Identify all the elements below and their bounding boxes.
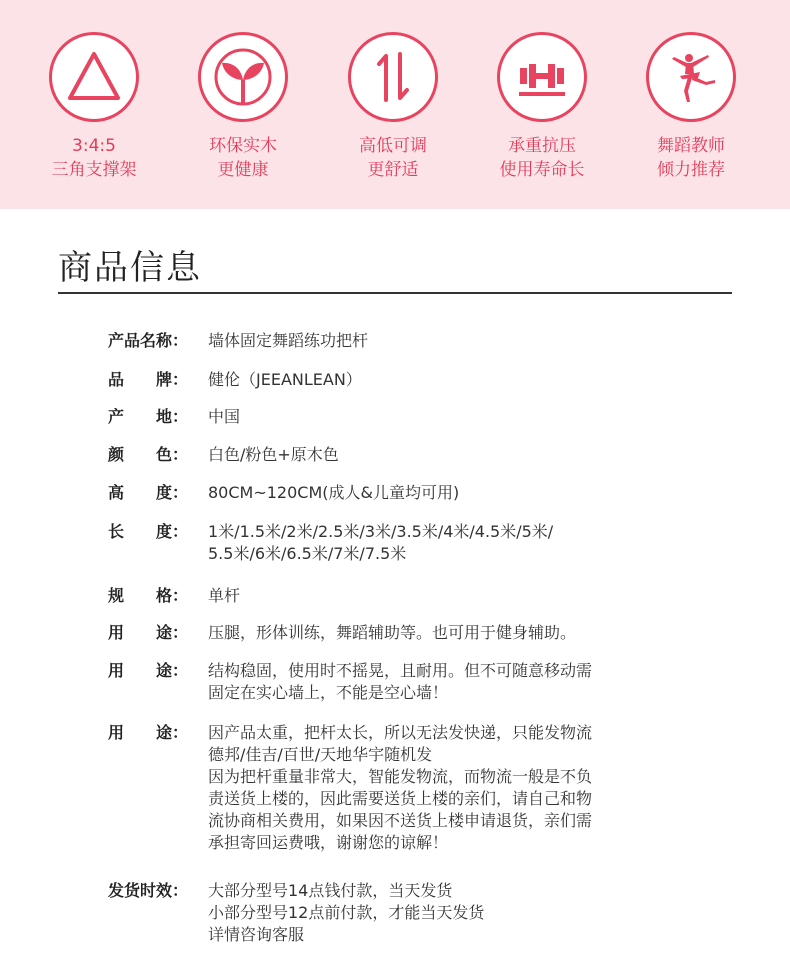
feature-circle: [497, 32, 587, 122]
feature-wood: [188, 32, 298, 182]
feature-line1: 承重抗压: [508, 136, 576, 156]
feature-dancer: [636, 32, 746, 182]
dancer-icon: [660, 46, 722, 108]
section-title: 商品信息: [58, 248, 202, 288]
spec-value-line: 压腿，形体训练，舞蹈辅助等。也可用于健身辅助。: [208, 623, 577, 642]
spec-label: 品 牌：: [108, 370, 189, 389]
spec-value: [208, 585, 748, 607]
spec-value: [208, 444, 748, 466]
spec-value-line: 5.5米/6米/6.5米/7米/7.5米: [208, 544, 407, 563]
spec-value: [208, 406, 748, 428]
feature-line1: 舞蹈教师: [657, 136, 725, 156]
feature-line2: 更舒适: [367, 160, 419, 180]
spec-value-line: 80CM~120CM(成人&儿童均可用): [208, 483, 460, 502]
spec-value-line: 中国: [208, 407, 241, 426]
spec-value-line: 因为把杆重量非常大，智能发物流，而物流一般是不负: [208, 767, 593, 786]
feature-circle: [49, 32, 139, 122]
spec-label: 长 度：: [108, 522, 189, 541]
height-adjust-icon: [362, 46, 424, 108]
feature-line2: 倾力推荐: [657, 160, 725, 180]
feature-circle: [646, 32, 736, 122]
feature-label: [487, 134, 597, 182]
spec-label: 产品名称：: [108, 331, 189, 350]
triangle-icon: [63, 46, 125, 108]
spec-label: 用 途：: [108, 661, 189, 680]
feature-line1: 环保实木: [209, 136, 277, 156]
spec-label: 发货时效：: [108, 881, 189, 900]
feature-label: [188, 134, 298, 182]
feature-line2: 更健康: [217, 160, 269, 180]
spec-value-line: 因产品太重，把杆太长，所以无法发快递，只能发物流: [208, 723, 593, 742]
feature-line2: 使用寿命长: [499, 160, 585, 180]
spec-label: 高 度：: [108, 483, 189, 502]
spec-value-line: 德邦/佳吉/百世/天地华宇随机发: [208, 745, 433, 764]
spec-label: 规 格：: [108, 586, 189, 605]
feature-label: [338, 134, 448, 182]
spec-value-line: 白色/粉色+原木色: [208, 445, 339, 464]
spec-label: 产 地：: [108, 407, 189, 426]
spec-value-line: 详情咨询客服: [208, 925, 305, 944]
feature-load: [487, 32, 597, 182]
spec-value: [208, 330, 748, 352]
spec-value-line: 流协商相关费用，如果因不送货上楼申请退货，亲们需: [208, 811, 593, 830]
spec-value: [208, 722, 748, 854]
spec-value-line: 健伦（JEEANLEAN）: [208, 370, 362, 389]
spec-value-line: 固定在实心墙上，不能是空心墙！: [208, 683, 449, 702]
spec-label: 用 途：: [108, 623, 189, 642]
feature-banner: [0, 0, 790, 209]
spec-label: 颜 色：: [108, 445, 189, 464]
feature-triangle: [39, 32, 149, 182]
spec-value-line: 小部分型号12点前付款，才能当天发货: [208, 903, 485, 922]
spec-value: [208, 622, 748, 644]
spec-value-line: 1米/1.5米/2米/2.5米/3米/3.5米/4米/4.5米/5米/: [208, 522, 554, 541]
spec-value: [208, 521, 748, 565]
feature-circle: [348, 32, 438, 122]
feature-line1: 高低可调: [359, 136, 427, 156]
spec-value-line: 大部分型号14点钱付款，当天发货: [208, 881, 453, 900]
feature-line2: 三角支撑架: [51, 160, 137, 180]
spec-value: [208, 880, 748, 946]
spec-value: [208, 660, 748, 704]
dumbbell-icon: [511, 46, 573, 108]
spec-value: [208, 482, 748, 504]
spec-value-line: 承担寄回运费哦，谢谢您的谅解！: [208, 833, 449, 852]
feature-circle: [198, 32, 288, 122]
spec-value-line: 责送货上楼的，因此需要送货上楼的亲们，请自己和物: [208, 789, 593, 808]
feature-adjustable: [338, 32, 448, 182]
section-divider: [58, 292, 732, 294]
feature-line1: 3:4:5: [72, 136, 116, 156]
wood-sprout-icon: [212, 46, 274, 108]
spec-value-line: 单杆: [208, 586, 241, 605]
feature-label: [39, 134, 149, 182]
feature-label: [636, 134, 746, 182]
spec-label: 用 途：: [108, 723, 189, 742]
spec-value-line: 结构稳固，使用时不摇晃，且耐用。但不可随意移动需: [208, 661, 593, 680]
spec-value: [208, 369, 748, 391]
spec-value-line: 墙体固定舞蹈练功把杆: [208, 331, 369, 350]
